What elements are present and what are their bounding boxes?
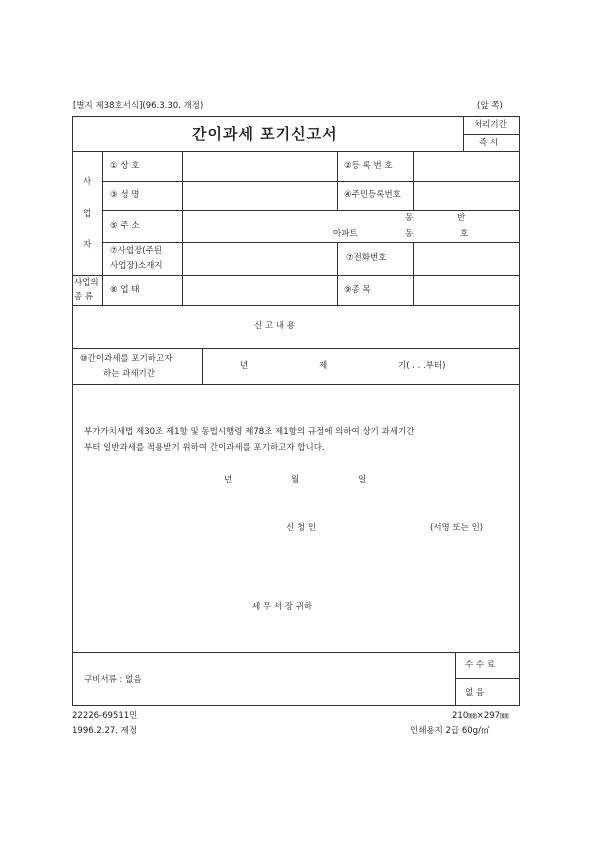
divider: [413, 151, 414, 210]
form-reference: [별지 제38호서식](96.3.30. 개정): [73, 101, 204, 111]
addressee-label: 세 무 서 장 귀하: [252, 602, 313, 612]
form-frame: [72, 116, 520, 706]
fee-value: 없 음: [465, 688, 485, 698]
paper-spec: 인쇄용지 2급 60g/㎡: [410, 726, 490, 736]
divider: [337, 151, 338, 210]
period-term-label: 제: [319, 361, 328, 371]
business-person-label-2: 업: [83, 209, 92, 219]
divider: [72, 275, 520, 276]
address-dong-label: 동: [405, 213, 414, 223]
processing-period-value: 즉 시: [479, 138, 499, 148]
declaration-text-line2: 부터 일반과세를 적용받기 위하여 간이과세를 포기하고자 합니다.: [84, 443, 325, 453]
divider: [102, 181, 520, 182]
business-category-label: ⑧ 업 태: [110, 285, 140, 295]
registration-number-label: ②등 록 번 호: [344, 161, 393, 171]
fee-label: 수 수 료: [465, 660, 496, 670]
form-title: 간이과세 포기신고서: [192, 125, 338, 143]
attachments-label: 구비서류 : 없음: [84, 675, 142, 685]
address-dong2-label: 동: [405, 229, 414, 239]
date-month-label: 월: [291, 475, 300, 485]
divider: [72, 151, 520, 152]
divider: [102, 210, 520, 211]
date-day-label: 일: [358, 475, 367, 485]
address-apartment-label: 아파트: [333, 229, 358, 239]
applicant-label: 신 청 인: [286, 523, 317, 533]
abandon-period-label-line1: ⑩간이과세를 포기하고자: [80, 354, 173, 364]
divider: [102, 151, 103, 305]
divider: [202, 348, 203, 384]
divider: [72, 305, 520, 306]
processing-period-label: 처리기간: [474, 120, 507, 130]
divider: [455, 652, 456, 706]
divider: [455, 678, 520, 679]
divider: [463, 134, 520, 135]
abandon-period-label-line2: 하는 과세기간: [103, 369, 155, 379]
business-person-label-3: 자: [83, 240, 92, 250]
divider: [102, 242, 520, 243]
form-code: 22226-69511민: [72, 711, 138, 721]
declaration-text-line1: 부가가치세법 제30조 제1항 및 동법시행령 제78조 제1항의 규정에 의하여 상기 과세기간: [84, 427, 415, 437]
period-from-label: 기( . . .부터): [398, 361, 446, 371]
business-item-label: ⑨종 목: [344, 285, 371, 295]
divider: [463, 116, 464, 151]
business-location-label-line1: ⑦사업장(주된: [110, 246, 162, 256]
business-type-group-line1: 사업의: [74, 278, 99, 288]
signature-label: (서명 또는 인): [430, 523, 484, 533]
address-label: ⑤ 주 소: [110, 221, 140, 231]
name-label: ③ 성 명: [110, 190, 140, 200]
page-side-label: (앞 쪽): [477, 101, 503, 111]
divider: [413, 242, 414, 305]
trade-name-label: ① 상 호: [110, 161, 140, 171]
business-person-label-1: 사: [83, 177, 92, 187]
report-section-title: 신 고 내 용: [254, 321, 295, 331]
date-year-label: 년: [224, 475, 233, 485]
resident-number-label: ④주민등록번호: [344, 190, 401, 200]
divider: [72, 652, 520, 653]
divider: [72, 384, 520, 385]
enactment-date: 1996.2.27. 제정: [72, 726, 138, 736]
period-year-label: 년: [240, 361, 249, 371]
phone-number-label: ⑦전화번호: [346, 253, 387, 263]
paper-size: 210㎜×297㎜: [452, 711, 509, 721]
business-location-label-line2: 사업장)소재지: [110, 261, 163, 271]
divider: [72, 348, 520, 349]
divider: [182, 151, 183, 305]
address-ho-label: 호: [460, 229, 469, 239]
address-ban-label: 반: [457, 213, 466, 223]
business-type-group-line2: 종 류: [74, 292, 94, 302]
divider: [337, 242, 338, 305]
